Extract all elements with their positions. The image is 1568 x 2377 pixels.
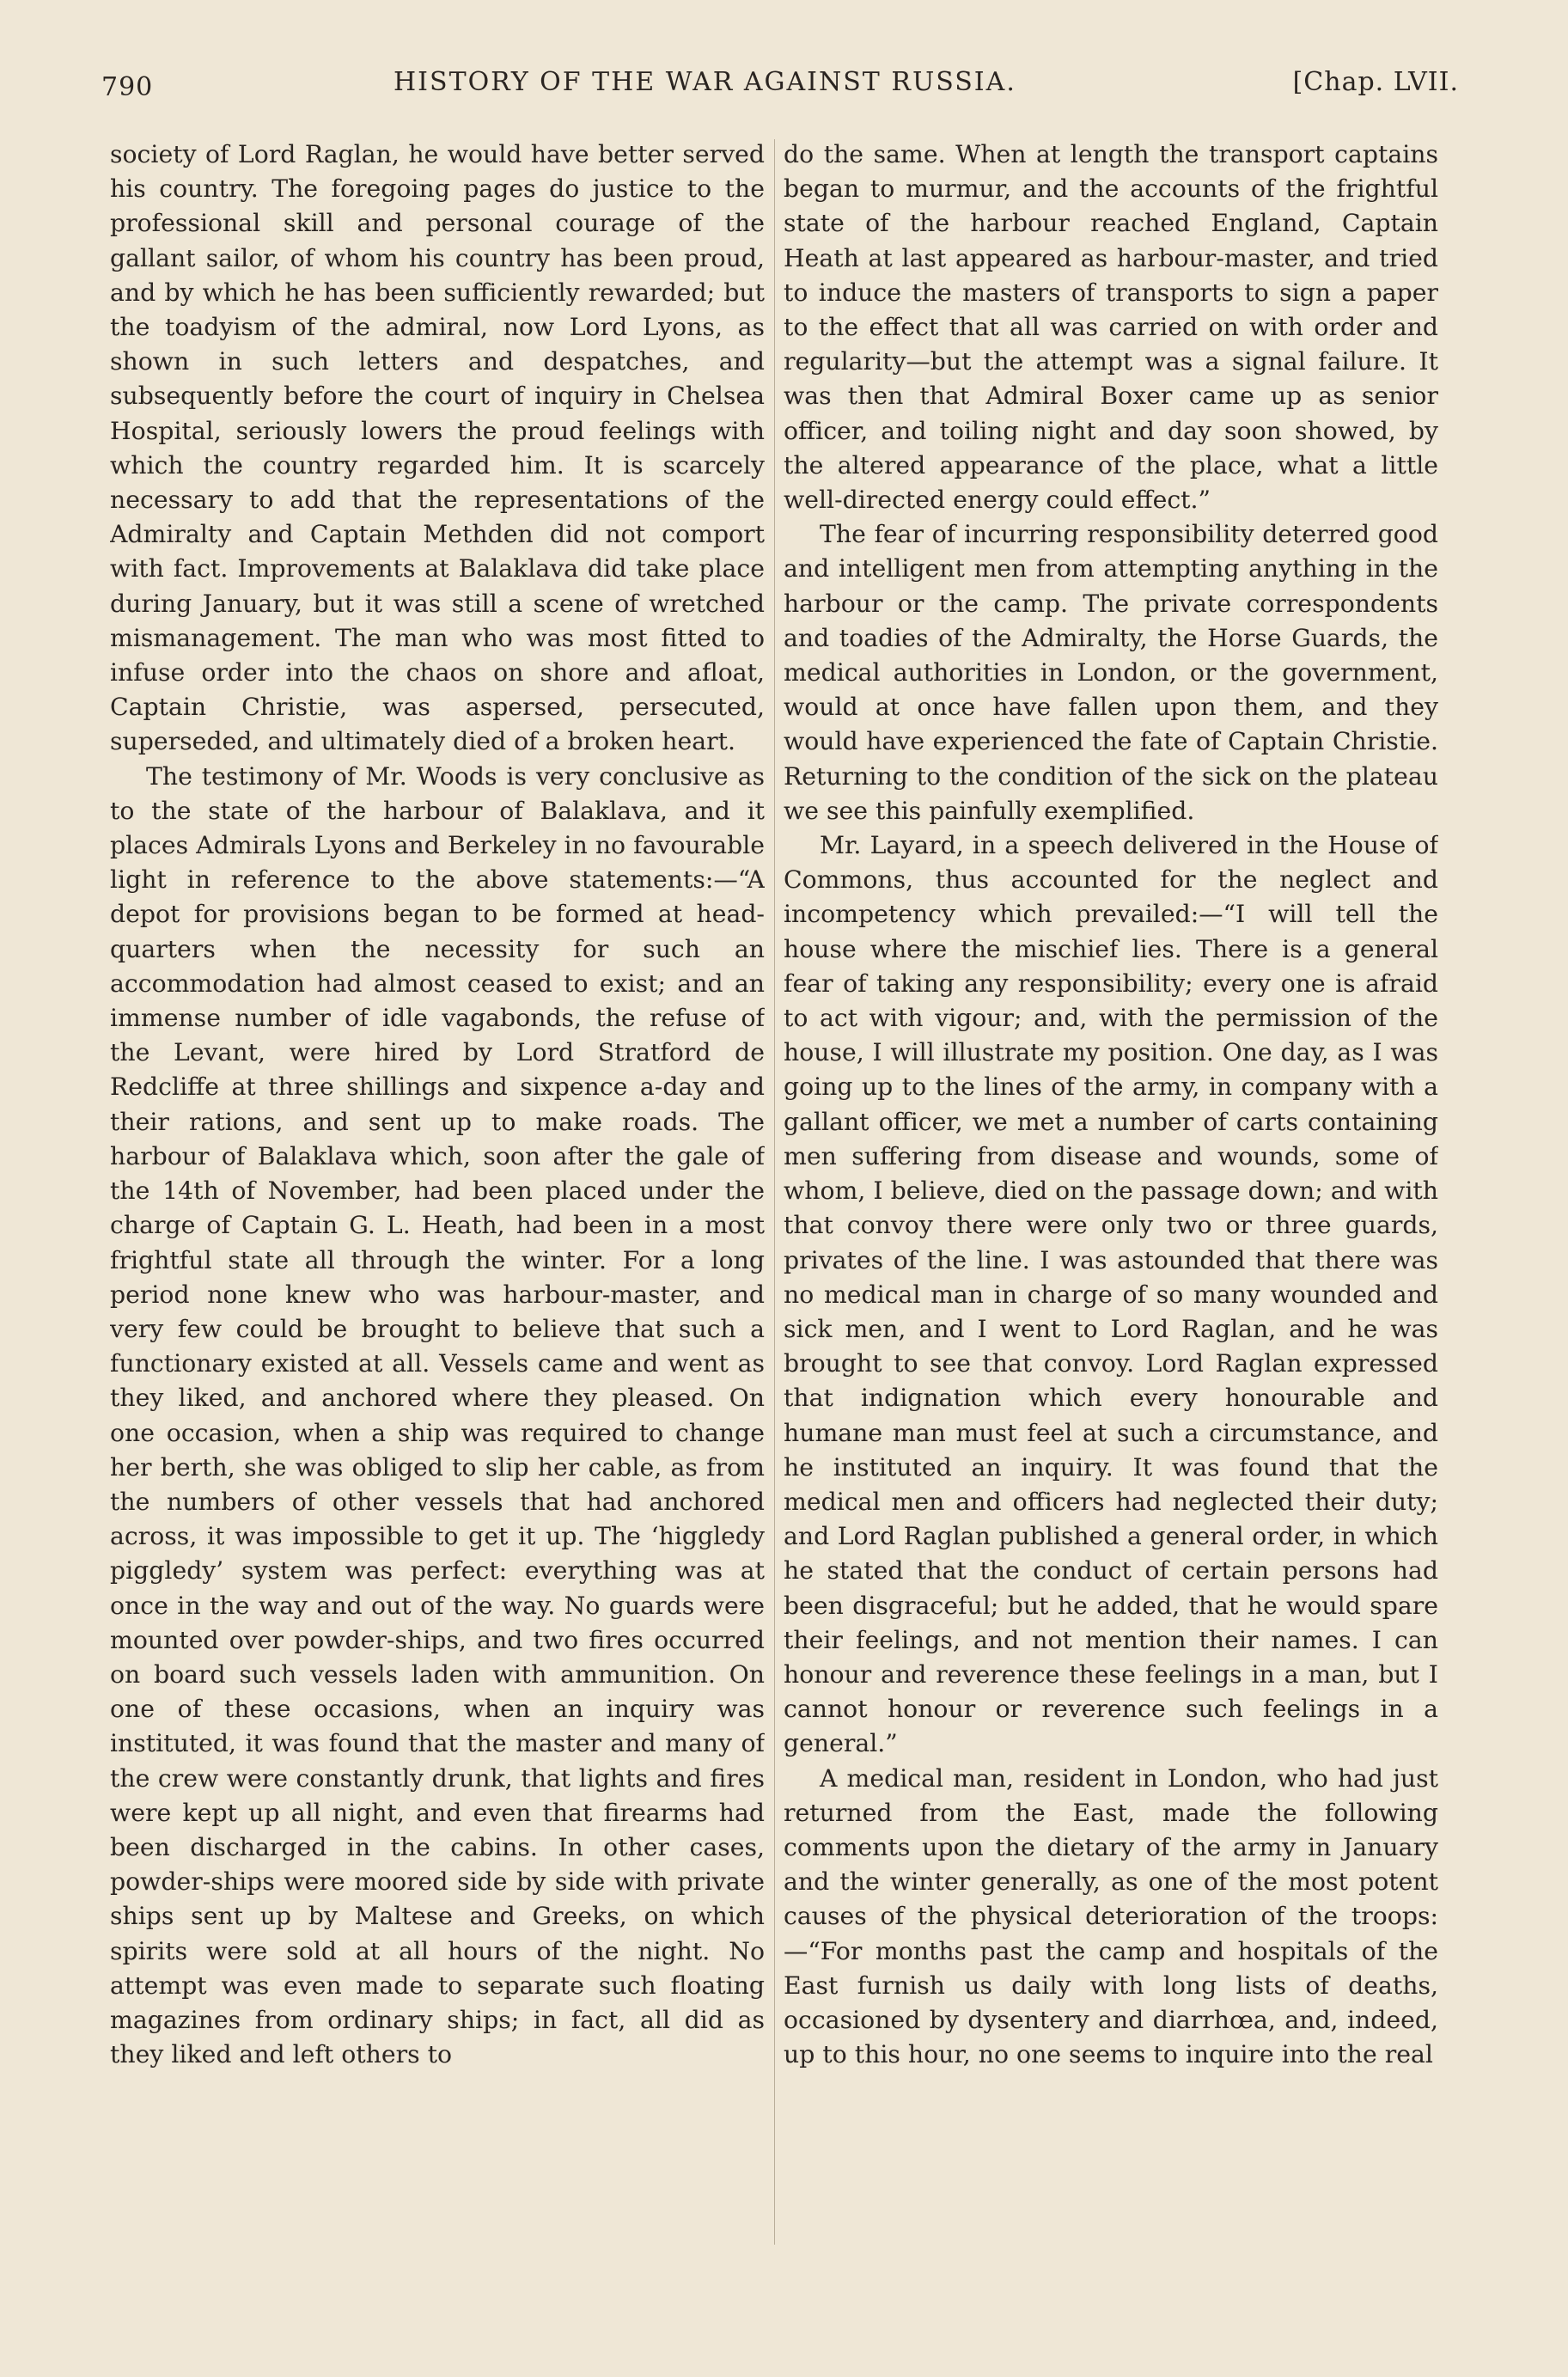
- page-number: 790: [101, 72, 154, 102]
- paragraph: Mr. Layard, in a speech delivered in the House of Commons, thus accounted for the neglect and incompetency which prevailed:—“I will tell the house where the mischief lies. There is a general fear of taking any responsibility; every one is afraid to act with vigour; and, with the permission of the house, I will illustrate my position. One day, as I was going up to the lines of the army, in company with a gallant officer, we met a number of carts containing men suffering from disease and wounds, some of whom, I believe, died on the passage down; and with that convoy there were only two or three guards, privates of the line. I was astounded that there was no medical man in charge of so many wounded and sick men, and I went to Lord Raglan, and he was brought to see that convoy. Lord Raglan expressed that indignation which every honourable and humane man must feel at such a circumstance, and he instituted an inquiry. It was found that the medical men and officers had neglected their duty; and Lord Raglan published a general order, in which he stated that the conduct of certain persons had been disgraceful; but he added, that he would spare their feelings, and not mention their names. I can honour and reverence these feelings in a man, but I cannot honour or reverence such feelings in a general.”: [784, 831, 1438, 1758]
- right-column: [784, 137, 1438, 2252]
- left-column: [110, 137, 765, 2252]
- paragraph: The testimony of Mr. Woods is very conclusive as to the state of the harbour of Balaklava, and it places Admirals Lyons and Berkeley in no favourable light in reference to the above statements:—“A depot for provisions began to be formed at head-quarters when the necessity for such an accommodation had almost ceased to exist; and an immense number of idle vagabonds, the refuse of the Levant, were hired by Lord Stratford de Redcliffe at three shillings and sixpence a-day and their rations, and sent up to make roads. The harbour of Balaklava which, soon after the gale of the 14th of November, had been placed under the charge of Captain G. L. Heath, had been in a most frightful state all through the winter. For a long period none knew who was harbour-master, and very few could be brought to believe that such a functionary existed at all. Vessels came and went as they liked, and anchored where they pleased. On one occasion, when a ship was required to change her berth, she was obliged to slip her cable, as from the numbers of other vessels that had anchored across, it was impossible to get it up. The ‘higgledy piggledy’ system was perfect: everything was at once in the way and out of the way. No guards were mounted over powder-ships, and two fires occurred on board such vessels laden with ammunition. On one of these occasions, when an inquiry was instituted, it was found that the master and many of the crew were constantly drunk, that lights and fires were kept up all night, and even that firearms had been discharged in the cabins. In other cases, powder-ships were moored side by side with private ships sent up by Maltese and Greeks, on which spirits were sold at all hours of the night. No attempt was even made to separate such floating magazines from ordinary ships; in fact, all did as they liked and left others to: [110, 761, 765, 2069]
- column-divider: [774, 139, 775, 2245]
- paragraph: A medical man, resident in London, who had just returned from the East, made the following comments upon the dietary of the army in January and the winter generally, as one of the most potent causes of the physical deterioration of the troops:—“For months past the camp and hospitals of the East furnish us daily with long lists of deaths, occasioned by dysentery and diarrhœa, and, indeed, up to this hour, no one seems to inquire into the real: [784, 1763, 1438, 2069]
- paragraph: society of Lord Raglan, he would have better served his country. The foregoing pages do justice to the professional skill and personal courage of the gallant sailor, of whom his country has been proud, and by which he has been sufficiently rewarded; but the toadyism of the admiral, now Lord Lyons, as shown in such letters and despatches, and subsequently before the court of inquiry in Chelsea Hospital, seriously lowers the proud feelings with which the country regarded him. It is scarcely necessary to add that the representations of the Admiralty and Captain Methden did not comport with fact. Improvements at Balaklava did take place during January, but it was still a scene of wretched mismanagement. The man who was most fitted to infuse order into the chaos on shore and afloat, Captain Christie, was aspersed, persecuted, superseded, and ultimately died of a broken heart.: [110, 140, 765, 756]
- paragraph: The fear of incurring responsibility deterred good and intelligent men from attempting anything in the harbour or the camp. The private correspondents and toadies of the Admiralty, the Horse Guards, the medical authorities in London, or the government, would at once have fallen upon them, and they would have experienced the fate of Captain Christie. Returning to the condition of the sick on the plateau we see this painfully exemplified.: [784, 520, 1438, 825]
- running-header: [101, 60, 1459, 112]
- paragraph: do the same. When at length the transport captains began to murmur, and the accounts of the frightful state of the harbour reached England, Captain Heath at last appeared as harbour-master, and tried to induce the masters of transports to sign a paper to the effect that all was carried on with order and regularity—but the attempt was a signal failure. It was then that Admiral Boxer came up as senior officer, and toiling night and day soon showed, by the altered appearance of the place, what a little well-directed energy could effect.”: [784, 140, 1438, 515]
- running-title: HISTORY OF THE WAR AGAINST RUSSIA.: [394, 67, 1016, 97]
- chapter-label: [Chap. LVII.: [1292, 67, 1459, 97]
